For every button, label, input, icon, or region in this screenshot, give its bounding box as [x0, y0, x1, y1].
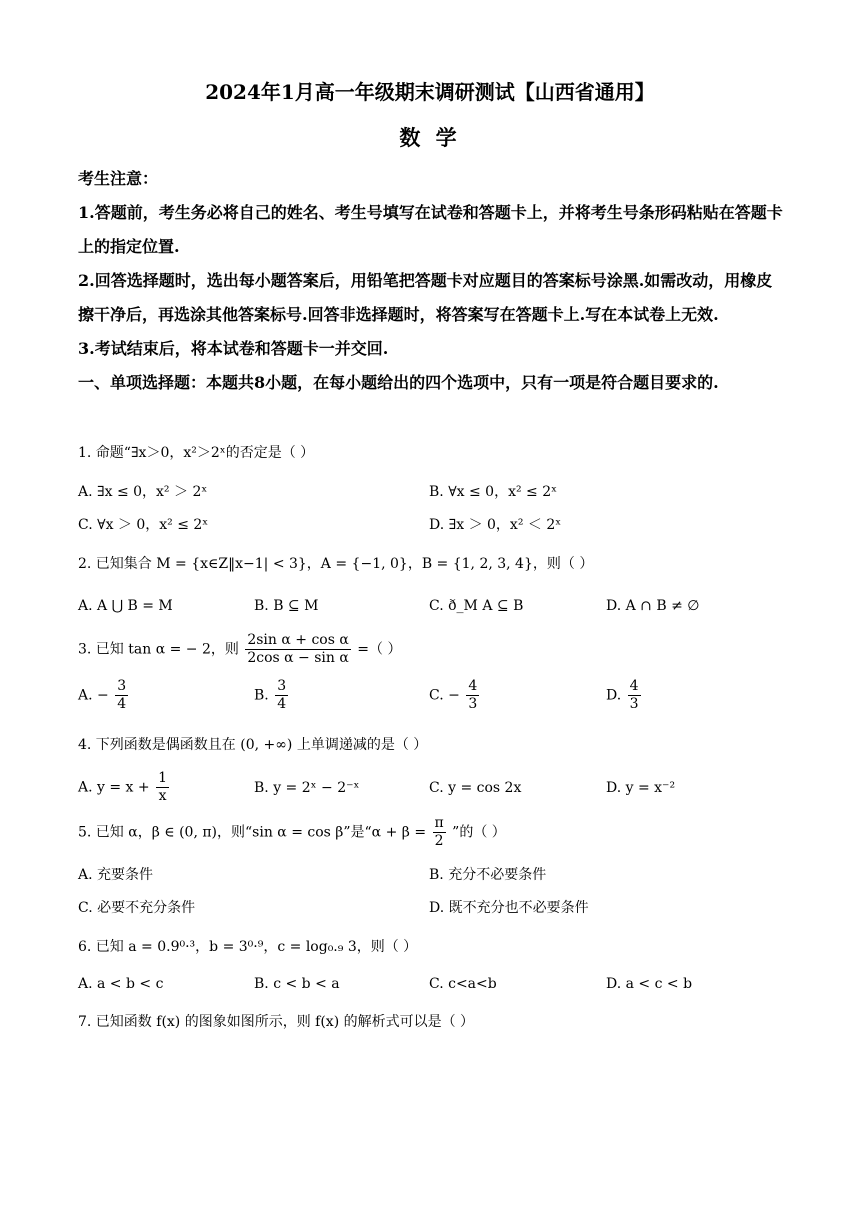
page-title: 2024年1月高一年级期末调研测试【山西省通用】	[205, 80, 655, 104]
question-5-stem-prefix: 5. 已知 α，β ∈ (0, π)，则“sin α = cos β”是“α + β =	[78, 824, 427, 841]
question-6-option-a: A. a < b < c	[78, 976, 164, 992]
question-5-option-b: B. 充分不必要条件	[429, 867, 547, 883]
question-5-fraction-denominator: 2	[434, 833, 444, 849]
question-3-option-c	[429, 678, 481, 713]
question-4-stem: 4. 下列函数是偶函数且在 (0, +∞) 上单调递减的是（ ）	[78, 737, 428, 753]
question-7-stem: 7. 已知函数 f(x) 的图象如图所示，则 f(x) 的解析式可以是（ ）	[78, 1014, 475, 1030]
question-3-option-c-fraction	[466, 678, 479, 713]
question-2-option-b: B. B ⊆ M	[254, 598, 319, 614]
question-3-option-a-num: 3	[117, 678, 127, 694]
section-heading: 一、单项选择题：本题共8小题，在每小题给出的四个选项中，只有一项是符合题目要求的.	[78, 373, 719, 392]
note-item-3: 3.考试结束后，将本试卷和答题卡一并交回.	[78, 339, 389, 358]
question-5-fraction	[433, 815, 446, 850]
question-6-option-c: C. c<a<b	[429, 976, 497, 992]
question-4-option-c: C. y = cos 2x	[429, 780, 522, 796]
question-5-option-d: D. 既不充分也不必要条件	[429, 900, 589, 916]
question-2-option-d: D. A ∩ B ≠ ∅	[606, 598, 700, 614]
subject-title: 数 学	[399, 125, 461, 150]
question-3-option-d-fraction	[628, 678, 641, 713]
notes-block	[78, 162, 788, 400]
question-3-option-d-num: 4	[629, 678, 639, 694]
question-3-option-b-den: 4	[277, 696, 287, 712]
question-3-option-c-num: 4	[468, 678, 478, 694]
question-6-stem: 6. 已知 a = 0.9⁰·³，b = 3⁰·⁹，c = log₀.₉ 3，则（ ）	[78, 939, 418, 955]
question-6-option-b: B. c < b < a	[254, 976, 340, 992]
question-3-option-a-den: 4	[117, 696, 127, 712]
question-2-option-c: C. ð_M A ⊆ B	[429, 598, 524, 614]
question-3-stem-prefix: 3. 已知 tan α = − 2，则	[78, 641, 239, 658]
question-5-option-c: C. 必要不充分条件	[78, 900, 196, 916]
question-3-option-c-den: 3	[468, 696, 478, 712]
question-3-option-b	[254, 678, 290, 713]
question-1-stem: 1. 命题“∃x＞0，x²＞2ˣ的否定是（ ）	[78, 445, 315, 461]
question-5-option-a: A. 充要条件	[78, 867, 154, 883]
question-5-fraction-numerator: π	[434, 815, 444, 831]
question-4-option-a-fraction	[156, 770, 169, 805]
question-3-fraction	[245, 632, 350, 667]
question-4-option-a-num: 1	[158, 770, 168, 786]
question-5-stem	[78, 815, 506, 850]
question-3-stem-suffix: =（ ）	[357, 641, 402, 658]
question-3-option-c-label: C.	[429, 687, 444, 704]
question-4-option-a	[78, 770, 171, 805]
question-3-option-d-label: D.	[606, 687, 622, 704]
question-3-option-a-sign: −	[97, 687, 109, 704]
question-3-option-c-sign: −	[448, 687, 460, 704]
question-6-option-d: D. a < c < b	[606, 976, 693, 992]
question-4-option-a-text: A. y = x +	[78, 779, 150, 796]
note-item-1: 1.答题前，考生务必将自己的姓名、考生号填写在试卷和答题卡上，并将考生号条形码粘贴在答题卡上的指定位置.	[78, 203, 783, 256]
question-4-option-a-den: x	[158, 788, 167, 804]
question-3-option-a	[78, 678, 130, 713]
question-3-option-a-fraction	[115, 678, 128, 713]
question-3-option-b-fraction	[275, 678, 288, 713]
question-3-option-d	[606, 678, 643, 713]
question-3-option-a-label: A.	[78, 687, 93, 704]
question-3-option-d-den: 3	[629, 696, 639, 712]
question-5-stem-suffix: ”的（ ）	[452, 824, 506, 841]
question-2-option-a: A. A ⋃ B = M	[78, 598, 173, 614]
notes-heading: 考生注意：	[78, 169, 159, 188]
question-4-option-b: B. y = 2ˣ − 2⁻ˣ	[254, 780, 360, 796]
question-3-fraction-denominator: 2cos α − sin α	[247, 650, 349, 666]
question-1-option-d: D. ∃x ＞ 0，x² ＜ 2ˣ	[429, 517, 562, 533]
question-3-option-b-num: 3	[277, 678, 287, 694]
question-1-option-c: C. ∀x ＞ 0，x² ≤ 2ˣ	[78, 517, 209, 533]
question-1-option-b: B. ∀x ≤ 0，x² ≤ 2ˣ	[429, 484, 558, 500]
question-3-stem	[78, 632, 401, 667]
question-3-option-b-label: B.	[254, 687, 269, 704]
note-item-2: 2.回答选择题时，选出每小题答案后，用铅笔把答题卡对应题目的答案标号涂黑.如需改动，用橡皮擦干净后，再选涂其他答案标号.回答非选择题时，将答案写在答题卡上.写在本试卷上无效.	[78, 271, 773, 324]
question-3-fraction-numerator: 2sin α + cos α	[247, 632, 349, 648]
question-2-stem: 2. 已知集合 M = {x∈Z‖x−1| < 3}，A = {−1, 0}，B = {1, 2, 3, 4}，则（ ）	[78, 556, 594, 572]
question-4-option-d: D. y = x⁻²	[606, 780, 676, 796]
question-1-option-a: A. ∃x ≤ 0，x² ＞ 2ˣ	[78, 484, 208, 500]
